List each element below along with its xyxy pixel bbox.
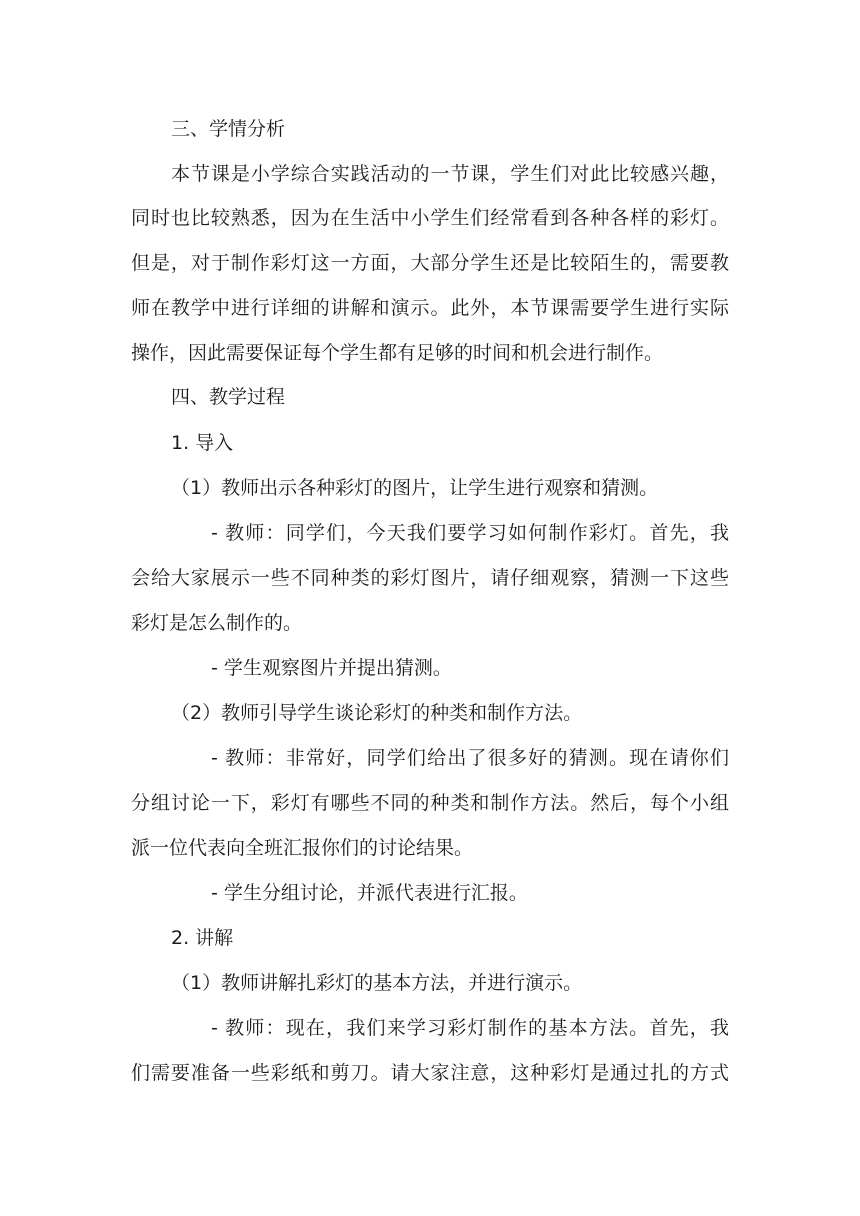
paragraph-line: 但是，对于制作彩灯这一方面，大部分学生还是比较陌生的，需要教 [131,252,729,274]
dialogue-line: - 学生分组讨论，并派代表进行汇报。 [211,882,528,904]
dialogue-line: - 学生观察图片并提出猜测。 [211,657,452,679]
dialogue-line: - 教师：同学们，今天我们要学习如何制作彩灯。首先，我 [211,522,729,544]
step-line: （1）教师讲解扎彩灯的基本方法，并进行演示。 [171,972,583,994]
paragraph-line: 操作，因此需要保证每个学生都有足够的时间和机会进行制作。 [131,342,664,364]
subheading-introduction: 1. 导入 [171,432,234,454]
dialogue-line: 会给大家展示一些不同种类的彩灯图片，请仔细观察，猜测一下这些 [131,567,729,589]
dialogue-line: 彩灯是怎么制作的。 [131,612,303,634]
dialogue-line: 分组讨论一下，彩灯有哪些不同的种类和制作方法。然后，每个小组 [131,792,729,814]
subheading-explanation: 2. 讲解 [171,927,234,949]
paragraph-line: 同时也比较熟悉，因为在生活中小学生们经常看到各种各样的彩灯。 [131,207,729,229]
section-heading-student-analysis: 三、学情分析 [171,118,286,140]
step-line: （2）教师引导学生谈论彩灯的种类和制作方法。 [171,702,583,724]
step-line: （1）教师出示各种彩灯的图片，让学生进行观察和猜测。 [171,477,659,499]
section-heading-teaching-process: 四、教学过程 [171,386,286,408]
dialogue-line: - 教师：非常好，同学们给出了很多好的猜测。现在请你们 [211,747,729,769]
dialogue-line: 们需要准备一些彩纸和剪刀。请大家注意，这种彩灯是通过扎的方式 [131,1062,729,1084]
dialogue-line: - 教师：现在，我们来学习彩灯制作的基本方法。首先，我 [211,1017,729,1039]
dialogue-line: 派一位代表向全班汇报你们的讨论结果。 [131,837,474,859]
paragraph-line: 师在教学中进行详细的讲解和演示。此外，本节课需要学生进行实际 [131,297,729,319]
paragraph-line: 本节课是小学综合实践活动的一节课，学生们对此比较感兴趣， [171,163,729,185]
